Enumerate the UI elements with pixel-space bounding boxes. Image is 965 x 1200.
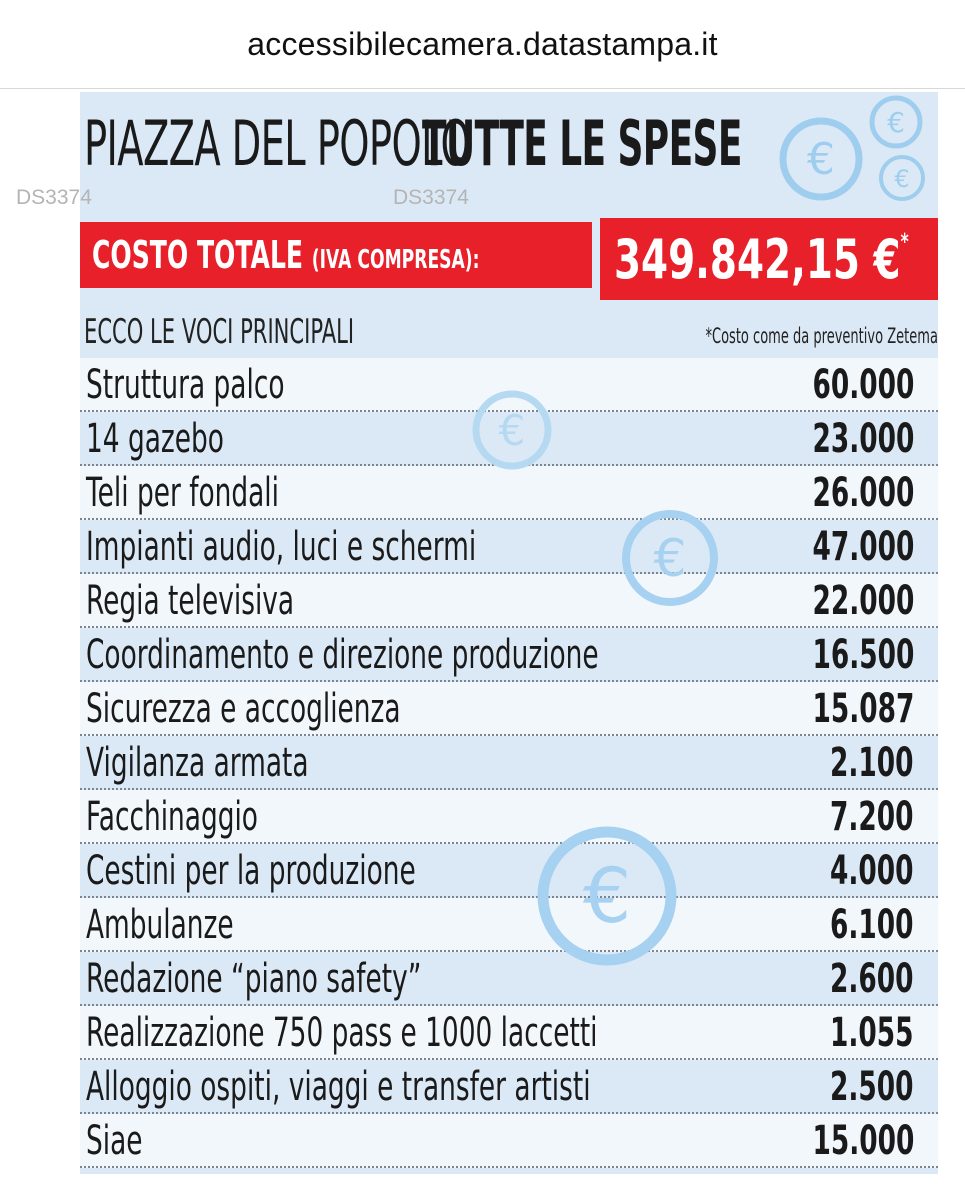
item-label: Coordinamento e direzione produzione (86, 632, 599, 678)
item-value: 6.100 (830, 902, 914, 948)
item-label: Struttura palco (86, 362, 285, 408)
item-value: 15.000 (812, 1118, 914, 1164)
item-value: 2.500 (830, 1064, 914, 1110)
item-label: Vigilanza armata (86, 740, 309, 786)
section-note: *Costo come da preventivo Zetema (705, 324, 938, 348)
total-value-text (614, 228, 909, 291)
watermark: DS3374 (16, 186, 92, 209)
item-label: 14 gazebo (86, 416, 224, 462)
table-row (80, 574, 938, 628)
item-value: 2.100 (830, 740, 914, 786)
euro-coin-icon (866, 92, 926, 152)
total-label-sub: (IVA COMPRESA): (311, 245, 480, 275)
total-value: 349.842,15 € (614, 227, 901, 291)
item-label: Sicurezza e accoglienza (86, 686, 401, 732)
item-label: Teli per fondali (86, 470, 279, 516)
title-light: PIAZZA DEL POPOLO (84, 107, 471, 180)
svg-text:€: € (498, 406, 526, 455)
item-value: 7.200 (830, 794, 914, 840)
table-row (80, 952, 938, 1006)
item-label: Alloggio ospiti, viaggi e transfer artisti (86, 1064, 591, 1110)
svg-text:€: € (887, 106, 905, 139)
item-label: Realizzazione 750 pass e 1000 laccetti (86, 1010, 598, 1056)
table-row (80, 466, 938, 520)
item-label: Ambulanze (86, 902, 234, 948)
item-value: 2.600 (830, 956, 914, 1002)
table-row (80, 358, 938, 412)
section-title: ECCO LE VOCI PRINCIPALI (84, 312, 355, 352)
table-row (80, 790, 938, 844)
item-label: Cestini per la produzione (86, 848, 416, 894)
item-label: Siae (86, 1118, 143, 1164)
item-value: 4.000 (830, 848, 914, 894)
item-value: 1.055 (830, 1010, 914, 1056)
item-label: Facchinaggio (86, 794, 258, 840)
euro-coin-icon (778, 116, 864, 202)
table-row (80, 844, 938, 898)
address-bar[interactable] (0, 0, 965, 89)
total-asterisk: * (900, 229, 909, 255)
item-value: 26.000 (812, 470, 914, 516)
euro-coin-icon (876, 152, 928, 204)
item-value: 47.000 (812, 524, 914, 570)
table-row (80, 412, 938, 466)
table-row (80, 736, 938, 790)
item-label: Regia televisiva (86, 578, 295, 624)
item-label: Impianti audio, luci e schermi (86, 524, 477, 570)
table-row (80, 1114, 938, 1168)
table-row (80, 520, 938, 574)
item-value: 60.000 (812, 362, 914, 408)
item-value: 22.000 (812, 578, 914, 624)
item-label: Redazione “piano safety” (86, 956, 422, 1002)
watermark: DS3374 (393, 186, 469, 209)
total-label-box (80, 222, 592, 288)
cost-table (80, 358, 938, 1168)
total-value-box (600, 218, 938, 300)
infographic-title (84, 100, 742, 180)
title-bold: TUTTE LE SPESE (422, 107, 742, 180)
table-row (80, 898, 938, 952)
table-row (80, 628, 938, 682)
svg-text:€: € (582, 851, 632, 940)
total-label-text (92, 233, 480, 277)
item-value: 15.087 (812, 686, 914, 732)
table-row (80, 682, 938, 736)
section-header (84, 312, 938, 352)
table-row (80, 1006, 938, 1060)
svg-text:€: € (653, 529, 687, 589)
svg-text:€: € (807, 134, 835, 185)
svg-text:€: € (894, 165, 910, 193)
url-text: accessibilecamera.datastampa.it (247, 25, 718, 62)
table-row (80, 1060, 938, 1114)
total-label: COSTO TOTALE (92, 233, 304, 277)
item-value: 16.500 (812, 632, 914, 678)
item-value: 23.000 (812, 416, 914, 462)
